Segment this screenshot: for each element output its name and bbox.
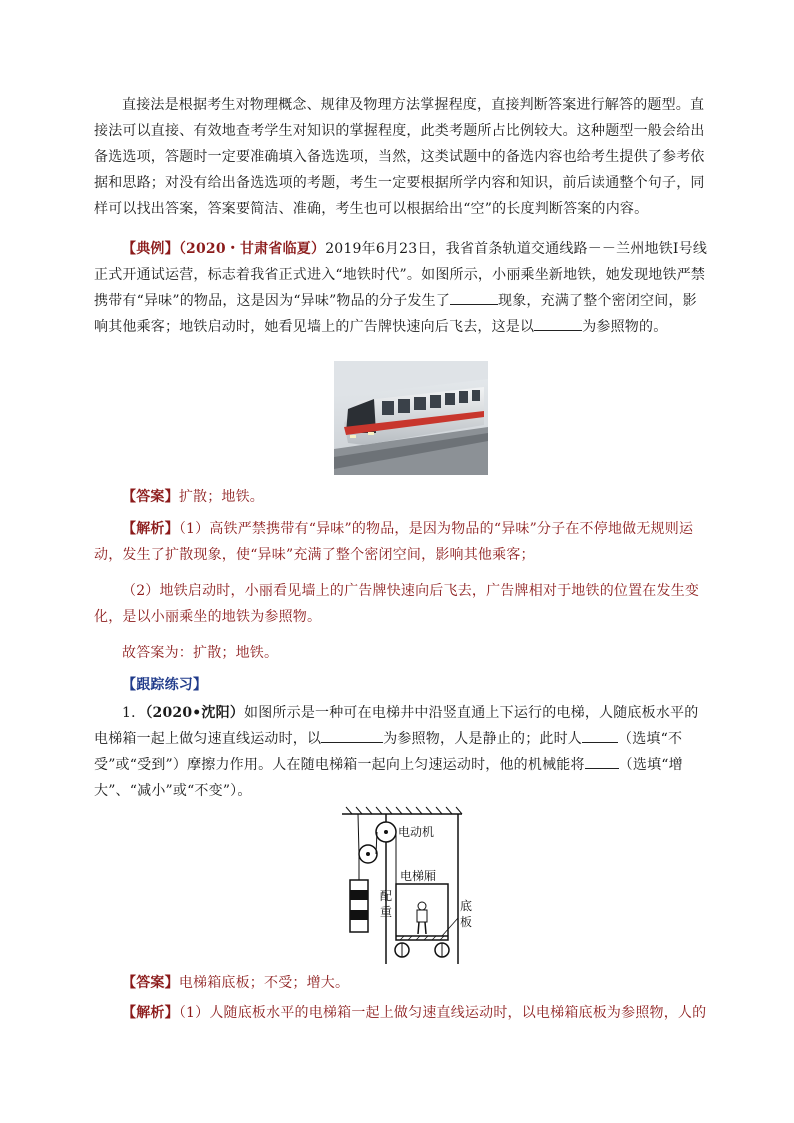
practice-tag: 【跟踪练习】: [122, 677, 208, 693]
practice-analysis-text: （1）人随底板水平的电梯箱一起上做匀速直线运动时，以电梯箱底板为参照物，人的: [178, 1005, 707, 1021]
floor-label-1: 底: [460, 899, 472, 913]
practice-blank-3: [585, 754, 619, 769]
example-question: [94, 236, 708, 340]
practice-answer-tag: 【答案】: [122, 975, 179, 991]
practice-answer: [122, 970, 708, 996]
answer-tag: 【答案】: [122, 489, 179, 505]
practice-question: [94, 700, 708, 804]
practice-text-2: 为参照物，人是静止的；此时人: [383, 731, 583, 747]
answer-text: 扩散；地铁。: [178, 489, 265, 505]
practice-analysis-tag: 【解析】: [122, 1005, 179, 1021]
answer-blank-2: [534, 316, 582, 331]
example-analysis-1: [94, 516, 708, 568]
example-tag: 【典例】: [122, 241, 179, 257]
motor-label: 电动机: [398, 825, 435, 839]
practice-analysis: [122, 1000, 708, 1026]
analysis-tag: 【解析】: [122, 521, 179, 537]
subway-train-image: [334, 361, 488, 475]
analysis-text-1: （1）高铁严禁携带有“异味”的物品，是因为物品的“异味”分子在不停地做无规则运动，发生了扩散现象，使“异味”充满了整个密闭空间，影响其他乘客；: [94, 521, 694, 563]
example-analysis-2: （2）地铁启动时，小丽看见墙上的广告牌快速向后飞去，广告牌相对于地铁的位置在发生变化，是以小丽乘坐的地铁为参照物。: [94, 583, 700, 625]
example-text-2: 现象，充满了整个密闭空间，影响其他乘客；地铁启动时，她看见墙上的广告牌快速向后飞去，这是以: [94, 293, 697, 335]
practice-text-3: （选填“不受”或“受到”）摩擦力作用。人在随电梯箱一起向上匀速运动时，他的机械能将: [94, 731, 683, 773]
example-answer: [122, 484, 708, 510]
practice-blank-2: [582, 728, 618, 743]
intro-paragraph: 直接法是根据考生对物理概念、规律及物理方法掌握程度，直接判断答案进行解答的题型。直接法可以直接、有效地查考学生对知识的掌握程度，此类考题所占比例较大。这种题型一般会给出备选选项，答题时一定要准确填入备选选项，当然，这类试题中的备选内容也给考生提供了参考依据和思路；对没有给出备选选项的考题，考生一定要根据所学内容和知识，前后读通整个句子，同样可以找出答案，答案要简洁、准确，考生也可以根据给出“空”的长度判断答案的内容。: [94, 97, 705, 217]
floor-label-2: 板: [460, 915, 472, 929]
practice-header: [122, 672, 708, 698]
counterweight-label-1: 配: [380, 889, 393, 903]
practice-text-1: 如图所示是一种可在电梯井中沿竖直通上下运行的电梯，人随底板水平的电梯箱一起上做匀速直线运动时，以: [94, 705, 699, 747]
question-number: 1．: [122, 705, 146, 721]
practice-source: （2020•沈阳）: [145, 705, 245, 721]
counterweight-label-2: 重: [380, 905, 393, 919]
example-analysis-3: 故答案为：扩散；地铁。: [122, 645, 279, 661]
answer-blank-1: [450, 290, 498, 305]
example-source: （2020・甘肃省临夏）: [178, 241, 326, 257]
example-text-3: 为参照物的。: [582, 319, 668, 335]
practice-text-4: （选填“增大”、“减小”或“不变”）。: [94, 757, 683, 799]
practice-blank-1: [321, 728, 383, 743]
practice-answer-text: 电梯箱底板；不受；增大。: [178, 975, 350, 991]
elevator-diagram: [338, 806, 472, 964]
example-text-1: 2019年6月23日，我省首条轨道交通线路－－兰州地铁Ⅰ号线正式开通试运营，标志着我省正式进入“地铁时代”。如图所示，小丽乘坐新地铁，她发现地铁严禁携带有“异味”的物品，这是因为“异味”物品的分子发生了: [94, 241, 708, 309]
cabin-label: 电梯厢: [400, 869, 437, 883]
